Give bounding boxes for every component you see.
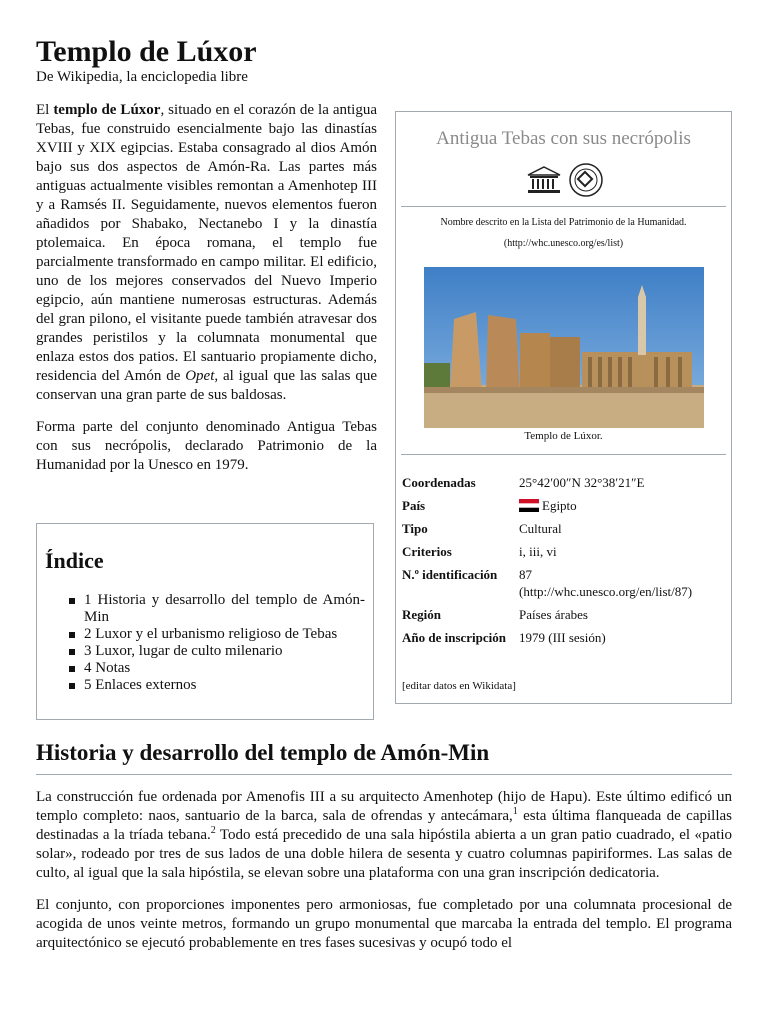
section-body [36,788,732,966]
egypt-flag-icon [519,499,539,512]
infobox [395,111,732,704]
section-paragraph-1 [36,788,732,883]
row-label: País [402,498,426,513]
infobox-row-country [402,497,727,514]
country-value [519,497,727,514]
infobox-title: Antigua Tebas con sus necrópolis [436,128,691,149]
section-text-a: La construcción fue ordenada por Amenofis III a su arquitecto Amenhotep (hijo de Hapu). Este último edificó un templo completo: naos, santuario de la barca, sala de ofrendas y antecámara, [36,789,732,824]
section-divider [36,774,732,775]
type-value: Cultural [519,521,562,536]
infobox-row-type [402,520,727,537]
intro-text-c: , al igual que las salas que conservan una gran parte de sus baldosas. [36,368,377,403]
section-text-b: esta última flanqueada de capillas destinadas a la tríada tebana. [36,808,732,843]
criteria-value: i, iii, vi [519,544,557,559]
coordinates-link[interactable]: 25°42′00″N 32°38′21″E [519,475,645,490]
row-label: Criterios [402,544,452,559]
intro-paragraph-1 [36,101,377,405]
intro-paragraph-2: Forma parte del conjunto denominado Antigua Tebas con sus necrópolis, declarado Patrimonio de la Humanidad por la Unesco en 1979. [36,419,377,473]
intro-text-a: El [36,102,54,118]
section-heading: Historia y desarrollo del templo de Amón-Min [36,740,490,765]
row-label: Año de inscripción [402,630,507,645]
world-heritage-emblem-icon [568,162,604,198]
footnote-2-link[interactable]: 2 [210,825,216,836]
intro-text [36,101,377,488]
infobox-row-region [402,606,727,623]
region-value: Países árabes [519,607,588,622]
intro-text-b: , situado en el corazón de la antigua Tebas, fue construido esencialmente bajo las dinastías XVIII y XIX egipcias. Estaba consagrado al dios Amón bajo sus dos aspectos de Amón-Ra. Las partes más antiguas actualmente visibles remontan a Amenhotep III y a Ramsés II. Seguidamente, nuevos elementos fueron añadidos por Shabako, Nectanebo I y la dinastía ptolemaica. En época romana, el templo fue parcialmente transformado en campo militar. El edificio, uno de los mejores conservados del Nuevo Imperio egipcio, aún mantiene numerosas estructuras. Además del gran pilono, el visitante puede también atravesar dos grandes peristilos y la columnata monumental que enlaza estos dos patios. El santuario propiamente dicho, residencia del Amón de [36,102,377,384]
toc-heading: Índice [45,548,104,573]
row-label: N.º identificación [402,567,498,582]
infobox-note: Nombre descrito en la Lista del Patrimonio de la Humanidad. [440,217,687,228]
edit-wikidata-link[interactable]: [editar datos en Wikidata] [402,680,516,692]
infobox-row-criteria [402,543,727,560]
row-label: Tipo [402,521,428,536]
infobox-row-id [402,566,727,600]
infobox-table [402,474,727,652]
id-link[interactable]: (http://whc.unesco.org/en/list/87) [519,584,693,599]
opet-link[interactable]: Opet [185,368,215,384]
row-label: Coordenadas [402,475,476,490]
infobox-row-coordinates [402,474,727,491]
footnote-1-link[interactable]: 1 [512,806,518,817]
infobox-divider [401,206,726,207]
page-subtitle: De Wikipedia, la enciclopedia libre [36,69,248,85]
section-text-c: Todo está precedido de una sala hipóstila abierta a un gran patio cuadrado, el «patio solar», rodeado por tres de sus lados de una doble hilera de sesenta y cuatro columnas papiriformes. Las salas de culto, al igual que la sala hipóstila, se elevan sobre una plataforma con una gran inscripción dedicatoria. [36,827,732,881]
toc-item[interactable]: 2 Luxor y el urbanismo religioso de Tebas [69,626,365,643]
table-of-contents [36,523,374,720]
row-label: Región [402,607,441,622]
id-value [519,566,727,600]
toc-list [45,592,365,694]
page-title: Templo de Lúxor [36,35,257,68]
country-link[interactable]: Egipto [542,498,577,513]
toc-item[interactable]: 4 Notas [69,660,365,677]
article-subject: templo de Lúxor [53,102,161,118]
toc-item[interactable]: 5 Enlaces externos [69,677,365,694]
unesco-logo-icon [526,165,562,195]
section-paragraph-2: El conjunto, con proporciones imponentes pero armoniosas, fue completado por una columnata procesional de acogida de unos veinte metros, formando un grupo monumental que marcaba la entrada del templo. El programa arquitectónico se ejecutó probablemente en tres fases sucesivas y ocupó todo el [36,897,732,951]
infobox-note-link[interactable]: (http://whc.unesco.org/es/list) [503,238,624,249]
toc-item[interactable]: 3 Luxor, lugar de culto milenario [69,643,365,660]
year-value: 1979 (III sesión) [519,630,606,645]
toc-item[interactable]: 1 Historia y desarrollo del templo de Amón-Min [69,592,365,626]
id-number: 87 [519,567,532,582]
infobox-divider [401,454,726,455]
infobox-row-year [402,629,727,646]
luxor-temple-photo[interactable] [424,267,704,428]
photo-caption: Templo de Lúxor. [524,430,603,442]
